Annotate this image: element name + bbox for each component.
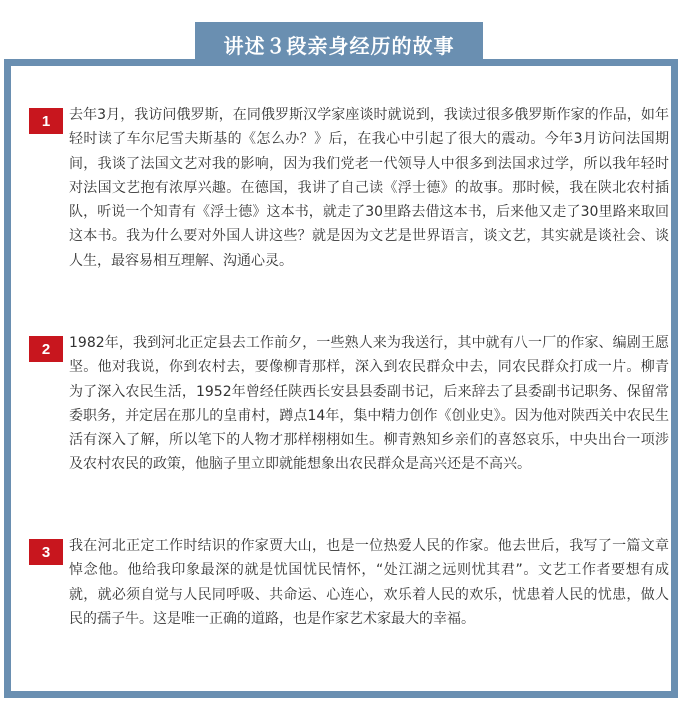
story-paragraph: 去年3月，我访问俄罗斯，在同俄罗斯汉学家座谈时就说到，我读过很多俄罗斯作家的作品，如年轻时读了车尔尼雪夫斯基的《怎么办？》后，在我心中引起了很大的震动。今年3月访问法国期间，我谈了法国文艺对我的影响，因为我们党老一代领导人中很多到法国求过学，所以我年轻时对法国文艺抱有浓厚兴趣。在德国，我讲了自己读《浮士德》的故事。那时候，我在陕北农村插队，听说一个知青有《浮士德》这本书，就走了30里路去借这本书，后来他又走了30里路来取回这本书。我为什么要对外国人讲这些？就是因为文艺是世界语言，谈文艺，其实就是谈社会、谈人生，最容易相互理解、沟通心灵。 [69,107,669,269]
story-paragraph: 我在河北正定工作时结识的作家贾大山，也是一位热爱人民的作家。他去世后，我写了一篇文章悼念他。他给我印象最深的就是忧国忧民情怀，“处江湖之远则忧其君”。文艺工作者要想有成就，就必须自觉与人民同呼吸、共命运、心连心，欢乐着人民的欢乐，忧患着人民的忧患，做人民的孺子牛。这是唯一正确的道路，也是作家艺术家最大的幸福。 [69,538,669,627]
page-title: 讲述３段亲身经历的故事 [195,22,483,66]
story-paragraph: 1982年，我到河北正定县去工作前夕，一些熟人来为我送行，其中就有八一厂的作家、编剧王愿坚。他对我说，你到农村去，要像柳青那样，深入到农民群众中去，同农民群众打成一片。柳青为了深入农民生活，1952年曾经任陕西长安县县委副书记，后来辞去了县委副书记职务、保留常委职务，并定居在那儿的皇甫村，蹲点14年，集中精力创作《创业史》。因为他对陕西关中农民生活有深入了解，所以笔下的人物才那样栩栩如生。柳青熟知乡亲们的喜怒哀乐，中央出台一项涉及农村农民的政策，他脑子里立即就能想象出农民群众是高兴还是不高兴。 [69,335,669,473]
section-number-badge: 2 [29,336,63,362]
content-frame [4,59,678,698]
section-number-badge: 1 [29,108,63,134]
section-number-badge: 3 [29,539,63,565]
